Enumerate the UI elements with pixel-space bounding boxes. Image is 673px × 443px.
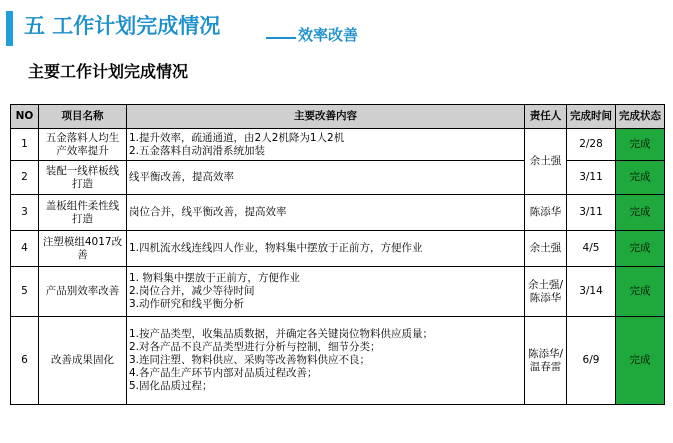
row-content [127,267,525,317]
content-line: 4.各产品生产环节内部对品质过程改善； [129,367,318,379]
row-owner: 余土强/陈添华 [525,267,567,317]
col-header-status: 完成状态 [616,105,665,129]
section-title: 五 工作计划完成情况 [24,14,221,38]
row-no: 4 [11,231,39,267]
status-badge: 完成 [616,267,665,317]
row-owner: 余土强 [525,231,567,267]
row-no: 3 [11,195,39,231]
title-accent-bar [6,11,13,46]
content-line: 2.五金落料自动润滑系统加装 [129,144,266,157]
content-line: 3.动作研究和线平衡分析 [129,298,245,310]
row-project: 装配一线样板线打造 [39,161,127,195]
row-no: 1 [11,129,39,161]
row-project: 改善成果固化 [39,317,127,405]
content-line: 1.提升效率，疏通通道，由2人2机降为1人2机 [129,131,345,144]
row-content [127,231,525,267]
row-no: 2 [11,161,39,195]
content-line: 5.固化品质过程； [129,380,213,392]
content-line: 岗位合并，线平衡改善，提高效率 [129,206,287,218]
row-project: 五金落料人均生产效率提升 [39,129,127,161]
status-badge: 完成 [616,195,665,231]
row-project: 盖板组件柔性线打造 [39,195,127,231]
row-time: 3/11 [567,161,616,195]
table-row [11,231,665,267]
row-no: 5 [11,267,39,317]
col-header-owner: 责任人 [525,105,567,129]
content-line: 3.连同注塑、物料供应、采购等改善物料供应不良； [129,354,371,366]
col-header-project: 项目名称 [39,105,127,129]
col-header-no: NO [11,105,39,129]
status-badge: 完成 [616,161,665,195]
table-row [11,195,665,231]
content-line: 1.四机流水线连线四人作业，物料集中摆放于正前方，方便作业 [129,242,423,254]
row-owner: 余土强 [525,129,567,195]
work-plan-table [10,104,665,405]
row-content [127,195,525,231]
col-header-content: 主要改善内容 [127,105,525,129]
row-owner: 陈添华 [525,195,567,231]
content-line: 1.按产品类型，收集品质数据，并确定各关键岗位物料供应质量； [129,328,434,340]
table-row [11,317,665,405]
section-subtitle: 效率改善 [298,26,359,44]
table-row [11,129,665,161]
row-time: 3/14 [567,267,616,317]
row-time: 6/9 [567,317,616,405]
row-owner: 陈添华/温春雷 [525,317,567,405]
row-no: 6 [11,317,39,405]
row-content [127,317,525,405]
table-row [11,161,665,195]
content-line: 2.岗位合并，减少等待时间 [129,285,255,297]
row-content [127,129,525,161]
table-header-row [11,105,665,129]
content-line: 1. 物料集中摆放于正前方，方便作业 [129,272,300,284]
status-badge: 完成 [616,129,665,161]
row-content [127,161,525,195]
status-badge: 完成 [616,317,665,405]
row-project: 产品别效率改善 [39,267,127,317]
content-line: 线平衡改善，提高效率 [129,171,234,183]
content-line: 2.对各产品不良产品类型进行分析与控制，细节分类； [129,341,381,353]
status-badge: 完成 [616,231,665,267]
table-row [11,267,665,317]
col-header-time: 完成时间 [567,105,616,129]
subtitle-rule [266,37,296,39]
row-time: 3/11 [567,195,616,231]
row-time: 4/5 [567,231,616,267]
table-heading: 主要工作计划完成情况 [28,62,189,81]
row-project: 注塑模组4017改善 [39,231,127,267]
row-time: 2/28 [567,129,616,161]
